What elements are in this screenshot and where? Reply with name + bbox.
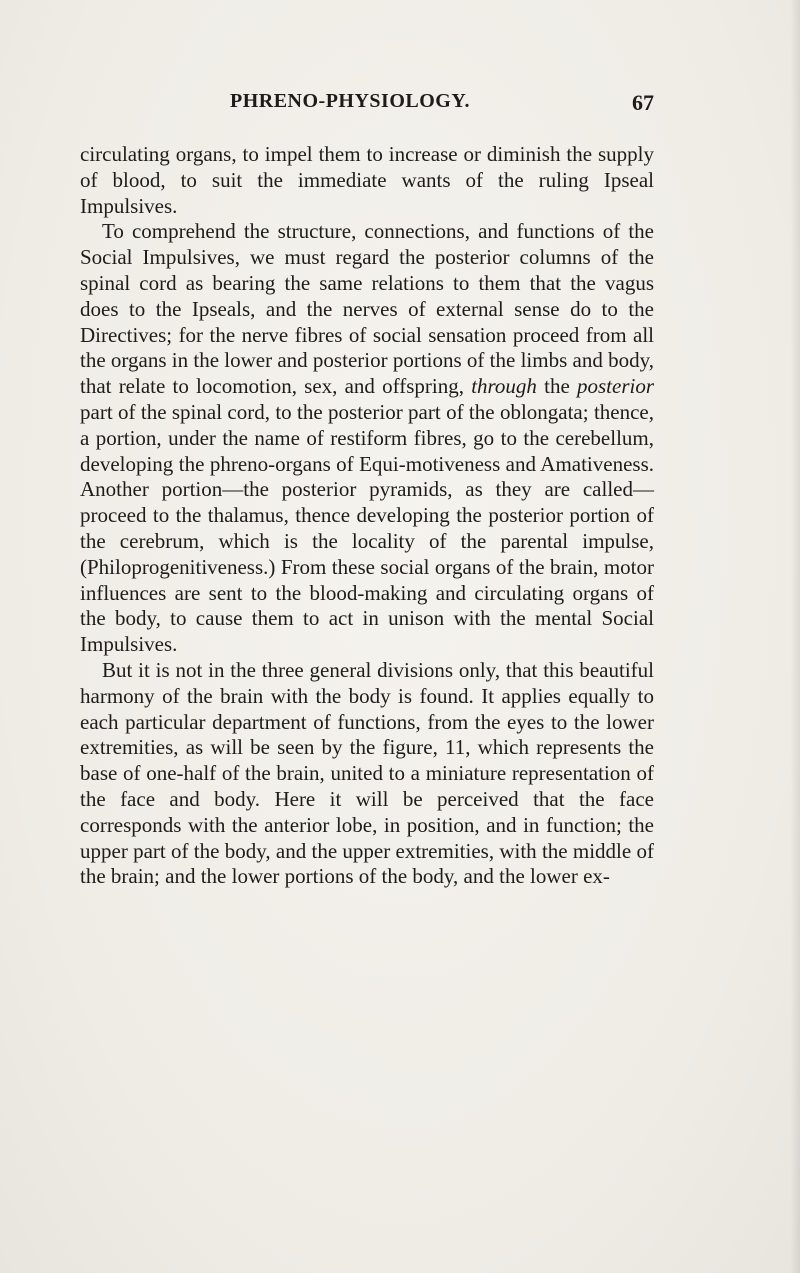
running-head: PHRENO-PHYSIOLOGY.: [230, 90, 470, 112]
paragraph-3: But it is not in the three general divisions only, that this beautiful harmony of the brain with the body is found. It applies equally to each particular department of functions, from the eyes to the lower extremities, as will be seen by the figure, 11, which represents the base of one-half of the brain, united to a miniature representation of the face and body. Here it will be perceived that the face corresponds with the anterior lobe, in position, and in function; the upper part of the body, and the upper extremities, with the middle of the brain; and the lower portions of the body, and the lower ex-: [80, 657, 654, 889]
paragraph-2: [80, 219, 654, 658]
emphasis-posterior: posterior: [577, 374, 655, 399]
paragraph-2-part-a: To comprehend the structure, connections, and functions of the Social Impulsives, we must regard the posterior columns of the spinal cord as bearing the same relations to them that the vagus does to the Ipseals, and the nerves of external sense do to the Directives; for the nerve fibres of social sensation proceed from all the organs in the lower and posterior portions of the limbs and body, that relate to locomotion, sex, and offspring,: [80, 219, 654, 399]
paragraph-1: circulating organs, to impel them to increase or diminish the supply of blood, to suit the immediate wants of the ruling Ipseal Impulsives.: [80, 142, 654, 218]
page-edge-shadow: [790, 0, 800, 1273]
page-header: [80, 90, 654, 130]
paragraph-2-part-b: the: [536, 374, 577, 399]
body-text: [80, 142, 654, 890]
paragraph-2-part-c: part of the spinal cord, to the posterior part of the oblongata; thence, a portion, under the name of restiform fibres, go to the cerebellum, developing the phreno-organs of Equi-motiveness and Amativeness. Another portion—the posterior pyramids, as they are called—proceed to the thalamus, thence developing the posterior portion of the cerebrum, which is the locality of the parental impulse, (Philoprogenitiveness.) From these social organs of the brain, motor influences are sent to the blood-making and circulating organs of the body, to cause them to act in unison with the mental Social Impulsives.: [80, 399, 654, 657]
emphasis-through: through: [471, 374, 537, 399]
page-number: 67: [632, 90, 654, 115]
